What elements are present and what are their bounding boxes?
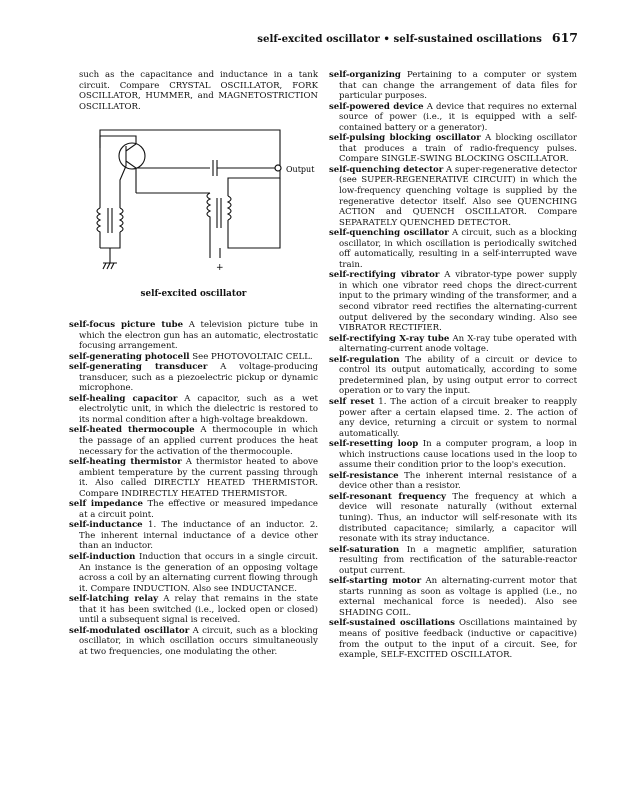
dictionary-entry	[69, 394, 318, 426]
entry-definition: A circuit, such as a blocking oscillator, in which oscillation occurs simultaneously at two frequencies, one modulating the other.	[79, 625, 319, 657]
entry-definition: A voltage-producing transducer, such as a piezoelectric pickup or dynamic microphone.	[79, 362, 318, 394]
entry-definition: An X-ray tube operated with alternating-current anode voltage.	[339, 333, 578, 355]
output-label: Output	[286, 165, 315, 174]
entry-definition: A blocking oscillator that produces a train of radio-frequency pulses. Compare SINGLE-SWING BLOCKING OSCILLATOR.	[339, 133, 578, 165]
entry-definition: An alternating-current motor that starts running as soon as voltage is applied (i.e., no external mechanical force is needed). Also see SHADING COIL.	[339, 576, 577, 618]
entry-definition: A relay that remains in the state that it has been switched (i.e., locked open or closed) until a subsequent signal is received.	[79, 594, 318, 626]
entry-term: self-quenching detector	[329, 164, 444, 175]
output-terminal-icon	[275, 165, 281, 171]
dictionary-entry	[69, 499, 318, 520]
entry-term: self-regulation	[329, 354, 400, 365]
entry-term: self-latching relay	[69, 594, 159, 605]
entry-term: self-generating transducer	[69, 362, 208, 373]
entry-definition: The effective or measured impedance at a circuit point.	[79, 499, 318, 520]
entry-term: self-heating thermistor	[69, 457, 182, 468]
dictionary-entry	[329, 334, 577, 355]
entry-definition: A thermistor heated to above ambient temperature by the current passing through it. Also called DIRECTLY HEATED THERMISTOR. Compare INDIRECTLY HEATED THERMISTOR.	[79, 457, 318, 499]
entry-term: self-starting motor	[329, 576, 422, 587]
dictionary-entry	[69, 520, 318, 552]
entry-definition: 1. The action of a circuit breaker to reapply power after a certain elapsed time. 2. The action of any device, returning a circuit or system to normal automatically.	[339, 396, 577, 439]
dictionary-entry	[329, 102, 577, 134]
entry-definition: The frequency at which a device will resonate naturally (without external tuning). Thus, an inductor will self-resonate with its distributed capacitance; similarly, a capacitor will resonate with its stray inductance.	[339, 491, 578, 545]
entry-definition: The ability of a circuit or device to control its output automatically, according to some predetermined plan, by using output error to correct operation or to vary the input.	[339, 354, 578, 397]
dictionary-entry	[69, 362, 318, 394]
entry-term: self-powered device	[329, 101, 424, 112]
entry-definition: A vibrator-type power supply in which one vibrator reed chops the direct-current input to the primary winding of the transformer, and a second vibrator reed rectifies the alternating-current output delivered by the secondary winding. Also see VIBRATOR RECTIFIER.	[339, 270, 578, 334]
left-intro-block	[69, 70, 318, 112]
dictionary-entry	[329, 70, 577, 102]
dictionary-entry	[69, 457, 318, 499]
dictionary-entry	[329, 545, 577, 577]
left-intro-text: such as the capacitance and inductance in a tank circuit. Compare CRYSTAL OSCILLATOR, FORK OSCILLATOR, HUMMER, and MAGNETOSTRICTION OSCILLATOR.	[79, 70, 318, 112]
entry-definition: A television picture tube in which the electron gun has an automatic, electrostatic focusing arrangement.	[79, 320, 318, 352]
entry-definition: Pertaining to a computer or system that can change the arrangement of data files for particular purposes.	[339, 70, 577, 102]
entry-term: self-resetting loop	[329, 439, 419, 450]
entry-term: self-saturation	[329, 544, 400, 555]
figure-caption: self-excited oscillator	[140, 289, 247, 299]
entry-term: self impedance	[69, 499, 143, 510]
page-number: 617	[551, 30, 578, 45]
entry-definition: A capacitor, such as a wet electrolytic unit, in which the dielectric is restored to its normal condition after a high-voltage breakdown.	[79, 393, 318, 425]
entry-definition: Oscillations maintained by means of positive feedback (inductive or capacitive) from the output to the input of a circuit. See, for example, SELF-EXCITED OSCILLATOR.	[339, 618, 578, 661]
entry-term: self-healing capacitor	[69, 393, 178, 404]
dictionary-entry	[69, 352, 318, 363]
dictionary-entry	[69, 626, 318, 658]
entry-definition: In a computer program, a loop in which instructions cause locations used in the loop to assume their condition prior to the loop's execution.	[339, 439, 578, 471]
entry-term: self-rectifying vibrator	[329, 270, 440, 281]
running-title: self-excited oscillator • self-sustained oscillations	[257, 33, 542, 45]
dictionary-entry	[329, 133, 577, 165]
entry-definition: A device that requires no external source of power (i.e., it is equipped with a self-contained battery or a generator).	[339, 101, 577, 133]
dictionary-entry	[329, 228, 577, 270]
dictionary-entry	[69, 425, 318, 457]
entry-term: self-organizing	[329, 70, 401, 80]
entry-definition: In a magnetic amplifier, saturation resulting from rectification of the saturable-reactor output current.	[339, 544, 577, 576]
entry-term: self-quenching oscillator	[329, 228, 449, 239]
right-entries-column	[329, 70, 577, 661]
entry-definition: The inherent internal resistance of a device other than a resistor.	[339, 470, 577, 492]
entry-definition: Induction that occurs in a single circuit. An instance is the generation of an opposing voltage across a coil by an alternating current flowing through it. Compare INDUCTION. Also see INDUCTANCE.	[79, 552, 319, 594]
entry-term: self-modulated oscillator	[69, 625, 190, 636]
dictionary-entry	[69, 594, 318, 626]
dictionary-entry	[329, 270, 577, 333]
dictionary-entry	[329, 355, 577, 397]
entry-term: self-inductance	[69, 520, 143, 531]
dictionary-entry	[69, 552, 318, 594]
entry-definition: A thermocouple in which the passage of an applied current produces the heat necessary for the activation of the thermocouple.	[79, 425, 318, 457]
dictionary-entry	[329, 492, 577, 545]
dictionary-entry	[329, 618, 577, 660]
dictionary-entry	[329, 471, 577, 492]
entry-definition: 1. The inductance of an inductor. 2. The inherent internal inductance of a device other than an inductor.	[79, 520, 319, 552]
entry-term: self reset	[329, 396, 375, 407]
dictionary-entry	[329, 576, 577, 618]
running-header	[0, 30, 578, 45]
entry-definition: See PHOTOVOLTAIC CELL.	[192, 351, 313, 362]
dictionary-entry	[69, 320, 318, 352]
entry-term: self-rectifying X-ray tube	[329, 333, 450, 344]
entry-definition: A super-regenerative detector (see SUPER-REGENERATIVE CIRCUIT) in which the low-frequency quenching voltage is supplied by the regenerative detector itself. Also see QUENCHING ACTION and QUENCH OSCILLATOR. Compare SEPARATELY QUENCHED DETECTOR.	[339, 164, 577, 228]
entry-term: self-resonant frequency	[329, 491, 447, 502]
plus-label: +	[216, 263, 224, 273]
dictionary-entry	[329, 397, 577, 439]
entry-term: self-pulsing blocking oscillator	[329, 133, 481, 144]
entry-term: self-sustained oscillations	[329, 618, 455, 629]
left-entries-column	[69, 320, 318, 658]
entry-term: self-induction	[69, 552, 136, 563]
entry-term: self-focus picture tube	[69, 320, 184, 330]
dictionary-entry	[329, 165, 577, 228]
entry-definition: A circuit, such as a blocking oscillator, in which oscillation is periodically switched off automatically, resulting in a self-interrupted wave train.	[339, 228, 577, 270]
entry-term: self-heated thermocouple	[69, 425, 195, 436]
oscillator-circuit-diagram	[70, 118, 320, 278]
dictionary-entry	[329, 439, 577, 471]
entry-term: self-resistance	[329, 470, 399, 481]
entry-term: self-generating photocell	[69, 351, 190, 362]
